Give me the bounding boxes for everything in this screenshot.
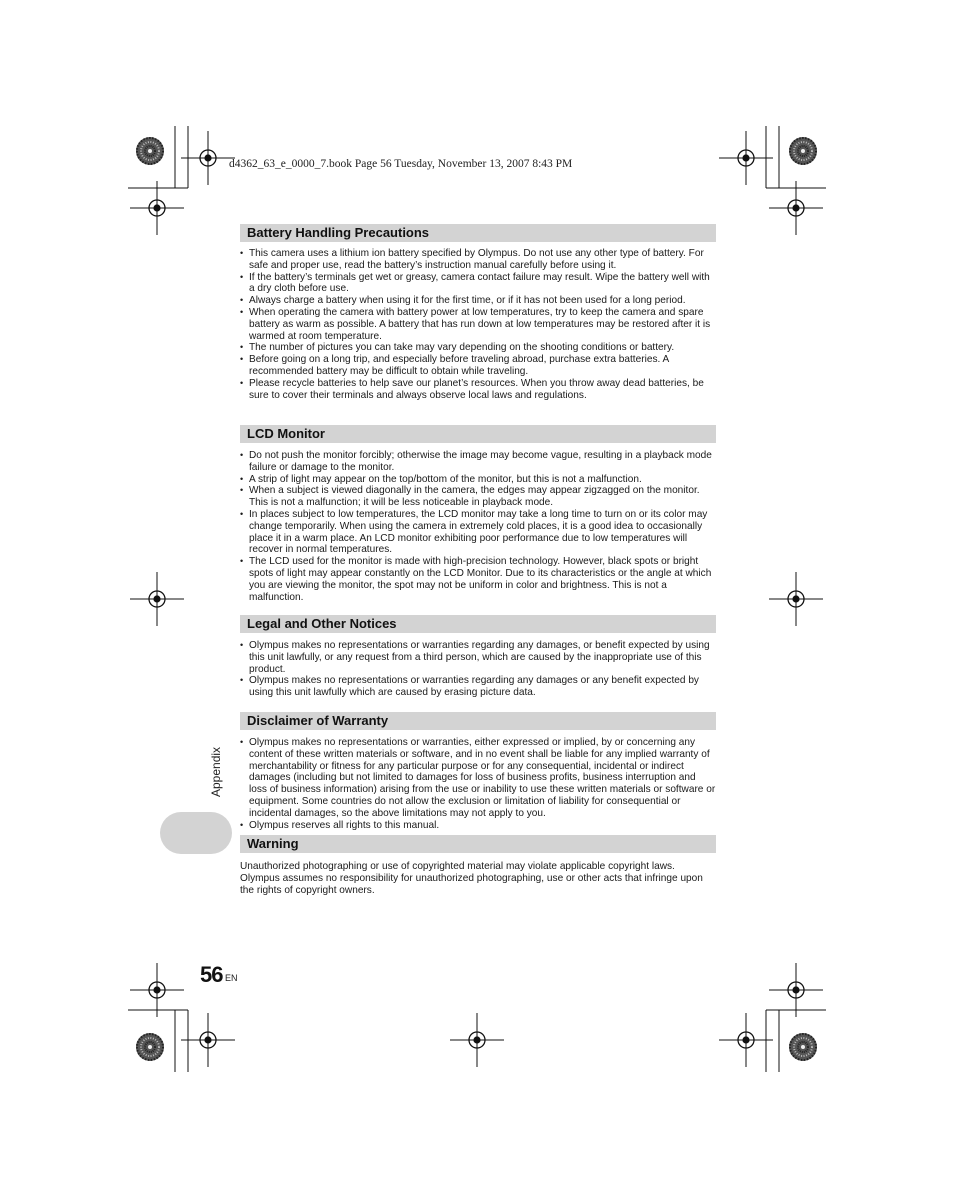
list-item: • If the battery’s terminals get wet or greasy, camera contact failure may result. Wipe the battery well with a dry cloth before use. bbox=[240, 272, 716, 296]
registration-mark-icon bbox=[769, 963, 823, 1017]
list-item: • Olympus makes no representations or warranties regarding any damages, or benefit expected by using this unit lawfully, or any request from a third person, which are caused by the inappropriate use of this product. bbox=[240, 640, 716, 675]
page-number: 56 bbox=[200, 962, 223, 987]
registration-mark-icon bbox=[130, 181, 184, 235]
registration-mark-icon bbox=[130, 963, 184, 1017]
section-title: Warning bbox=[240, 835, 716, 853]
bullet-list bbox=[240, 737, 716, 831]
list-item: • In places subject to low temperatures, the LCD monitor may take a long time to turn on or its color may change temporarily. When using the camera in extremely cold places, it is a good idea to occasionally place it in a warm place. An LCD monitor exhibiting poor performance due to low temperatures will recover in normal temperatures. bbox=[240, 509, 716, 556]
registration-mark-icon bbox=[769, 181, 823, 235]
list-item: • Olympus makes no representations or warranties regarding any damages or any benefit expected by using this unit lawfully which are caused by erasing picture data. bbox=[240, 675, 716, 699]
section-title: Battery Handling Precautions bbox=[240, 224, 716, 242]
bullet-list bbox=[240, 248, 716, 401]
list-item: • Before going on a long trip, and especially before traveling abroad, purchase extra batteries. A recommended battery may be difficult to obtain while traveling. bbox=[240, 354, 716, 378]
section-warning bbox=[240, 835, 716, 896]
section-lcd-monitor bbox=[240, 425, 716, 603]
section-title: LCD Monitor bbox=[240, 425, 716, 443]
registration-mark-icon bbox=[130, 572, 184, 626]
color-target-icon bbox=[136, 137, 164, 165]
registration-mark-icon bbox=[450, 1013, 504, 1067]
section-disclaimer-of-warranty bbox=[240, 712, 716, 831]
list-item: • Do not push the monitor forcibly; otherwise the image may become vague, resulting in a playback mode failure or damage to the monitor. bbox=[240, 450, 716, 474]
list-item: • This camera uses a lithium ion battery specified by Olympus. Do not use any other type of battery. For safe and proper use, read the battery’s instruction manual carefully before using it. bbox=[240, 248, 716, 272]
list-item: • The LCD used for the monitor is made with high-precision technology. However, black spots or bright spots of light may appear constantly on the LCD Monitor. Due to its characteristics or the angle at which you are viewing the monitor, the spot may not be uniform in color and brightness. This is not a malfunction. bbox=[240, 556, 716, 603]
list-item: • Olympus makes no representations or warranties, either expressed or implied, by or concerning any content of these written materials or software, and in no event shall be liable for any implied warranty of merchantability or fitness for any particular purpose or for any consequential, incidental or indirect damages (including but not limited to damages for loss of business profits, business interruption and loss of business information) arising from the use or inability to use these written materials or software or equipment. Some countries do not allow the exclusion or limitation of liability for consequential or incidental damages, so the above limitations may not apply to you. bbox=[240, 737, 716, 820]
bullet-list bbox=[240, 640, 716, 699]
warning-text: Unauthorized photographing or use of copyrighted material may violate applicable copyright laws. Olympus assumes no responsibility for unauthorized photographing, use or other acts that infringe upon the rights of copyright owners. bbox=[240, 861, 703, 896]
registration-mark-icon bbox=[181, 131, 235, 185]
section-title: Legal and Other Notices bbox=[240, 615, 716, 633]
section-battery-handling bbox=[240, 224, 716, 401]
section-legal-notices bbox=[240, 615, 716, 699]
registration-mark-icon bbox=[181, 1013, 235, 1067]
book-header-line: d4362_63_e_0000_7.book Page 56 Tuesday, November 13, 2007 8:43 PM bbox=[229, 158, 573, 170]
list-item: • When a subject is viewed diagonally in the camera, the edges may appear zigzagged on the monitor. This is not a malfunction; it will be less noticeable in playback mode. bbox=[240, 485, 716, 509]
registration-mark-icon bbox=[719, 1013, 773, 1067]
list-item: • When operating the camera with battery power at low temperatures, try to keep the camera and spare battery as warm as possible. A battery that has run down at low temperatures may be restored after it is warmed at room temperature. bbox=[240, 307, 716, 342]
appendix-tab-label: Appendix bbox=[209, 746, 223, 798]
color-target-icon bbox=[789, 1033, 817, 1061]
list-item: • Olympus reserves all rights to this manual. bbox=[240, 820, 716, 832]
section-title: Disclaimer of Warranty bbox=[240, 712, 716, 730]
registration-mark-icon bbox=[719, 131, 773, 185]
registration-mark-icon bbox=[769, 572, 823, 626]
language-code: EN bbox=[225, 973, 238, 983]
bullet-list bbox=[240, 450, 716, 603]
list-item: • Please recycle batteries to help save our planet’s resources. When you throw away dead batteries, be sure to cover their terminals and always observe local laws and regulations. bbox=[240, 378, 716, 402]
list-item: • A strip of light may appear on the top/bottom of the monitor, but this is not a malfunction. bbox=[240, 474, 716, 486]
color-target-icon bbox=[789, 137, 817, 165]
list-item: • Always charge a battery when using it for the first time, or if it has not been used for a long period. bbox=[240, 295, 716, 307]
appendix-tab bbox=[160, 812, 232, 854]
color-target-icon bbox=[136, 1033, 164, 1061]
list-item: • The number of pictures you can take may vary depending on the shooting conditions or battery. bbox=[240, 342, 716, 354]
